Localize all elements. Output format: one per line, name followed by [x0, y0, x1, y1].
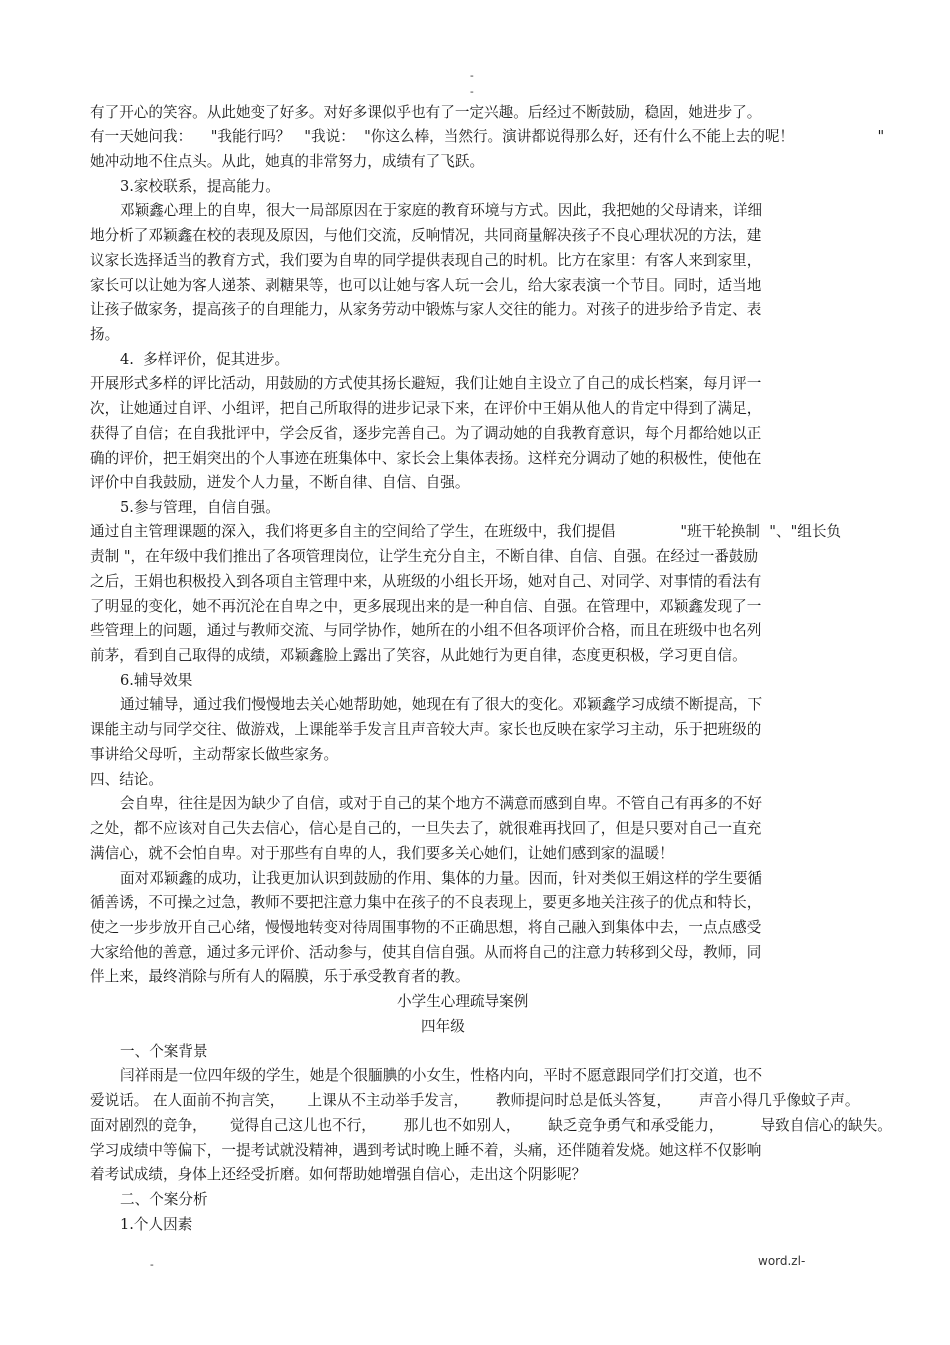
text-line: 学习成绩中等偏下，一提考试就没精神，遇到考试时晚上睡不着，头痛，还伴随着发烧。她这样不仅影响 — [90, 1142, 762, 1159]
text-line: 大家给他的善意，通过多元评价、活动参与，使其自信自强。从而将自己的注意力转移到父母，教师，同 — [90, 944, 762, 961]
section-heading: 4. 多样评价，促其进步。 — [120, 351, 290, 368]
text-line: 她冲动地不住点头。从此，她真的非常努力，成绩有了飞跃。 — [90, 153, 485, 170]
text-line: 有一天她问我： "我能行吗？ "我说： "你这么棒，当然行。演讲都说得那么好，还有什么不能上去的呢！ " — [90, 128, 885, 145]
text-line: 地分析了邓颖鑫在校的表现及原因，与他们交流，反响情况，共同商量解决孩子不良心理状况的方法，建 — [90, 227, 762, 244]
text-line: 些管理上的问题，通过与教师交流、与同学协作，她所在的小组不但各项评价合格，而且在班级中也名列 — [90, 622, 762, 639]
section-heading: 3.家校联系，提高能力。 — [120, 178, 280, 195]
section-heading: 一、个案背景 — [120, 1043, 208, 1060]
text-line: 家长可以让她为客人递茶、剥糖果等，也可以让她与客人玩一会儿，给大家表演一个节目。同时，适当地 — [90, 277, 762, 294]
text-line: 循善诱，不可操之过急，教师不要把注意力集中在孩子的不良表现上，要更多地关注孩子的优点和特长， — [90, 894, 762, 911]
text-line: 次，让她通过自评、小组评，把自己所取得的进步记录下来，在评价中王娟从他人的肯定中得到了满足， — [90, 400, 762, 417]
text-line: 邓颖鑫心理上的自卑，很大一局部原因在于家庭的教育环境与方式。因此，我把她的父母请来，详细 — [120, 202, 763, 219]
section-heading: 1.个人因素 — [120, 1216, 193, 1233]
header-mark-bottom: - — [470, 85, 474, 98]
text-line: 前茅，看到自己取得的成绩，邓颖鑫脸上露出了笑容，从此她行为更自律，态度更积极，学习更自信。 — [90, 647, 747, 664]
text-line: 通过自主管理课题的深入，我们将更多自主的空间给了学生，在班级中，我们提倡 "班干轮换制 "、"组长负 — [90, 523, 842, 540]
section-heading: 5.参与管理，自信自强。 — [120, 499, 280, 516]
text-line: 扬。 — [90, 326, 120, 343]
text-line: 评价中自我鼓励，迸发个人力量，不断自律、自信、自强。 — [90, 474, 470, 491]
header-mark-top: - — [470, 69, 474, 82]
case-subtitle: 四年级 — [421, 1018, 465, 1035]
text-line: 开展形式多样的评比活动，用鼓励的方式使其扬长避短，我们让她自主设立了自己的成长档案，每月评一 — [90, 375, 762, 392]
text-line: 伴上来，最终消除与所有人的隔膜，乐于承受教育者的教。 — [90, 968, 470, 985]
text-line: 爱说话。 在人面前不拘言笑， 上课从不主动举手发言， 教师提问时总是低头答复， 声音小得几乎像蚊子声。 — [90, 1092, 860, 1109]
section-heading: 四、结论。 — [90, 771, 163, 788]
text-line: 面对邓颖鑫的成功，让我更加认识到鼓励的作用、集体的力量。因而，针对类似王娟这样的学生要循 — [120, 870, 763, 887]
text-line: 有了开心的笑容。从此她变了好多。对好多课似乎也有了一定兴趣。后经过不断鼓励，稳固，她进步了。 — [90, 104, 762, 121]
text-line: 着考试成绩，身体上还经受折磨。如何帮助她增强自信心，走出这个阴影呢？ — [90, 1166, 587, 1183]
footer-text: word.zl- — [758, 1254, 806, 1268]
text-line: 面对剧烈的竞争， 觉得自己这儿也不行， 那儿也不如别人， 缺乏竞争勇气和承受能力， 导致自信心的缺失。 — [90, 1117, 892, 1134]
footer-mark: - — [150, 1258, 154, 1271]
text-line: 会自卑，往往是因为缺少了自信，或对于自己的某个地方不满意而感到自卑。不管自己有再多的不好 — [120, 795, 763, 812]
text-line: 议家长选择适当的教育方式，我们要为自卑的同学提供表现自己的时机。比方在家里：有客人来到家里， — [90, 252, 762, 269]
text-line: 闫祥雨是一位四年级的学生，她是个很腼腆的小女生，性格内向，平时不愿意跟同学们打交道，也不 — [120, 1067, 763, 1084]
section-heading: 6.辅导效果 — [120, 672, 193, 689]
text-line: 了明显的变化，她不再沉沦在自卑之中，更多展现出来的是一种自信、自强。在管理中，邓颖鑫发现了一 — [90, 598, 762, 615]
text-line: 之处，都不应该对自己失去信心，信心是自己的，一旦失去了，就很难再找回了，但是只要对自己一直充 — [90, 820, 762, 837]
text-line: 让孩子做家务，提高孩子的自理能力，从家务劳动中锻炼与家人交往的能力。对孩子的进步给予肯定、表 — [90, 301, 762, 318]
text-line: 事讲给父母听，主动帮家长做些家务。 — [90, 746, 339, 763]
text-line: 之后，王娟也积极投入到各项自主管理中来，从班级的小组长开场，她对自己、对同学、对事情的看法有 — [90, 573, 762, 590]
section-heading: 二、个案分析 — [120, 1191, 208, 1208]
text-line: 满信心，就不会怕自卑。对于那些有自卑的人，我们要多关心她们，让她们感到家的温暖！ — [90, 845, 674, 862]
text-line: 使之一步步放开自己心绪，慢慢地转变对待周围事物的不正确思想，将自己融入到集体中去，一点点感受 — [90, 919, 762, 936]
text-line: 获得了自信；在自我批评中，学会反省，逐步完善自己。为了调动她的自我教育意识，每个月都给她以正 — [90, 425, 762, 442]
text-line: 责制 "，在年级中我们推出了各项管理岗位，让学生充分自主，不断自律、自信、自强。在经过一番鼓励 — [90, 548, 759, 565]
text-line: 课能主动与同学交往、做游戏，上课能举手发言且声音较大声。家长也反映在家学习主动，乐于把班级的 — [90, 721, 762, 738]
text-line: 确的评价，把王娟突出的个人事迹在班集体中、家长会上集体表扬。这样充分调动了她的积极性，使他在 — [90, 450, 762, 467]
text-line: 通过辅导，通过我们慢慢地去关心她帮助她，她现在有了很大的变化。邓颖鑫学习成绩不断提高，下 — [120, 696, 763, 713]
case-title: 小学生心理疏导案例 — [397, 993, 529, 1010]
